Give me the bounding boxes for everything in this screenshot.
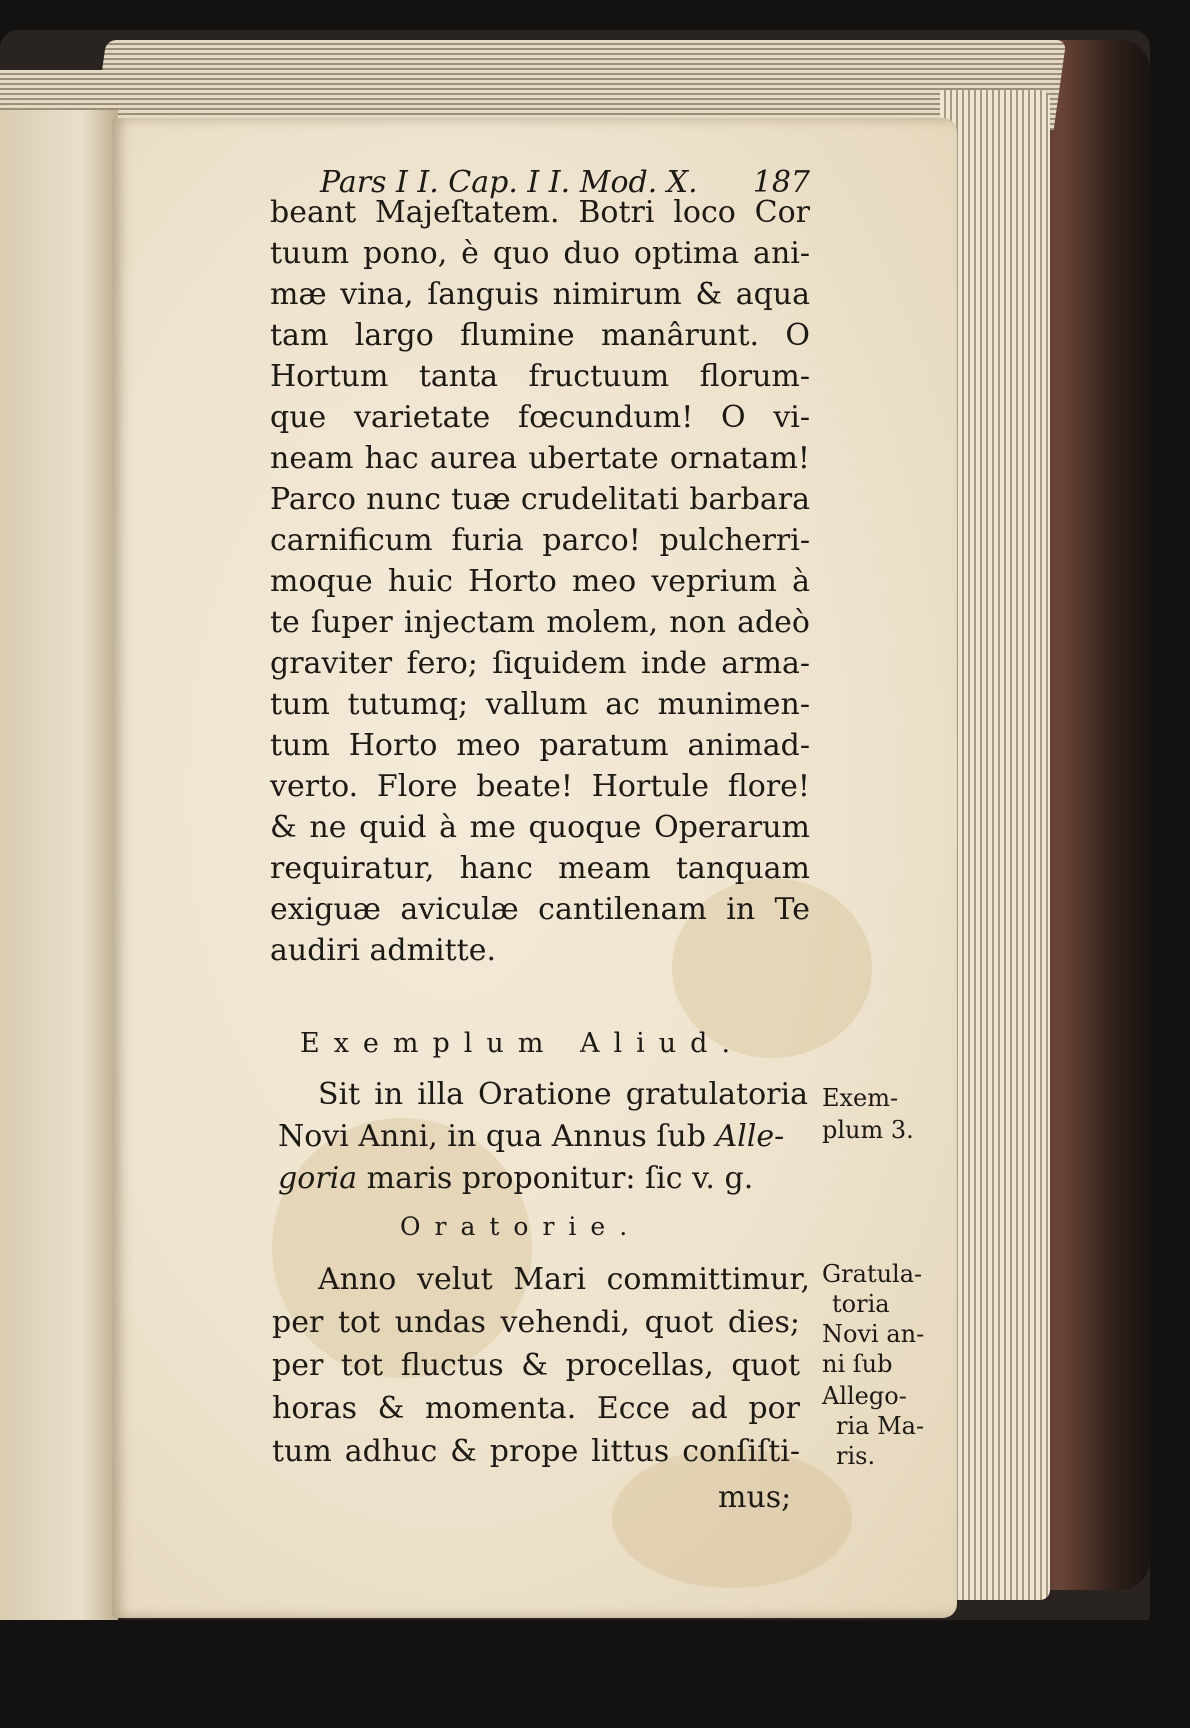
text-line: tum adhuc & prope littus conſiſti- [272, 1434, 800, 1469]
margin-note-line: Allego- [822, 1382, 907, 1410]
text-line [278, 1161, 754, 1196]
text-line: Anno velut Mari committimur, [318, 1262, 810, 1297]
margin-note-line: Gratula- [822, 1260, 923, 1288]
text-line: per tot fluctus & procellas, quot [272, 1348, 800, 1383]
text-line: requiratur, hanc meam tanquam [270, 851, 810, 886]
text-line: tuum pono, è quo duo optima ani- [270, 236, 810, 271]
margin-note-line: toria [832, 1290, 890, 1318]
text-line [278, 1119, 785, 1154]
text-line: graviter fero; ſiquidem inde arma- [270, 646, 810, 681]
text-line: tum Horto meo paratum animad- [270, 728, 810, 763]
text-line: carnificum furia parco! pulcherri- [270, 523, 810, 558]
page-stack-top [94, 40, 1067, 130]
page-number: 187 [752, 165, 810, 200]
margin-note-line: ni ſub [822, 1350, 893, 1378]
margin-note-line: ria Ma- [836, 1412, 925, 1440]
text-line: audiri admitte. [270, 933, 497, 968]
text-span: Novi Anni, in qua Annus ſub [278, 1119, 706, 1154]
catchword: mus; [718, 1480, 792, 1515]
text-span: maris proponitur: ſic v. g. [366, 1161, 754, 1196]
text-line: Sit in illa Oratione gratulatoria [318, 1077, 808, 1112]
section-heading: Exemplum Aliud. [300, 1028, 745, 1059]
italic-word: Alle- [715, 1119, 785, 1154]
text-line: moque huic Horto meo veprium à [270, 564, 810, 599]
margin-note-line: plum 3. [822, 1116, 914, 1144]
margin-note-line: Exem- [822, 1084, 899, 1112]
text-line: tam largo flumine manârunt. O [270, 318, 810, 353]
margin-note-line: Novi an- [822, 1320, 925, 1348]
text-line: Parco nunc tuæ crudelitati barbara [270, 482, 810, 517]
text-line: neam hac aurea ubertate ornatam! [270, 441, 810, 476]
text-line: que varietate fœcundum! O vi- [270, 400, 810, 435]
text-line: Hortum tanta fructuum florum- [270, 359, 810, 394]
text-line: per tot undas vehendi, quot dies; [272, 1305, 800, 1340]
margin-note-line: ris. [836, 1442, 876, 1470]
left-page [0, 110, 118, 1630]
text-line: beant Majeſtatem. Botri loco Cor [270, 195, 810, 230]
text-line: te ſuper injectam molem, non adeò [270, 605, 810, 640]
page-stain [612, 1448, 852, 1588]
section-heading: Oratorie. [400, 1212, 642, 1241]
text-line: mæ vina, ſanguis nimirum & aqua [270, 277, 810, 312]
text-line: tum tutumq; vallum ac munimen- [270, 687, 810, 722]
italic-word: goria [278, 1161, 358, 1196]
text-line: verto. Flore beate! Hortule flore! [270, 769, 810, 804]
running-title: Pars I I. Cap. I I. Mod. X. [320, 165, 698, 200]
text-line: exiguæ aviculæ cantilenam in Te [270, 892, 810, 927]
text-line: horas & momenta. Ecce ad por [272, 1391, 800, 1426]
text-line: & ne quid à me quoque Operarum [270, 810, 810, 845]
background-shadow [0, 1620, 1190, 1728]
